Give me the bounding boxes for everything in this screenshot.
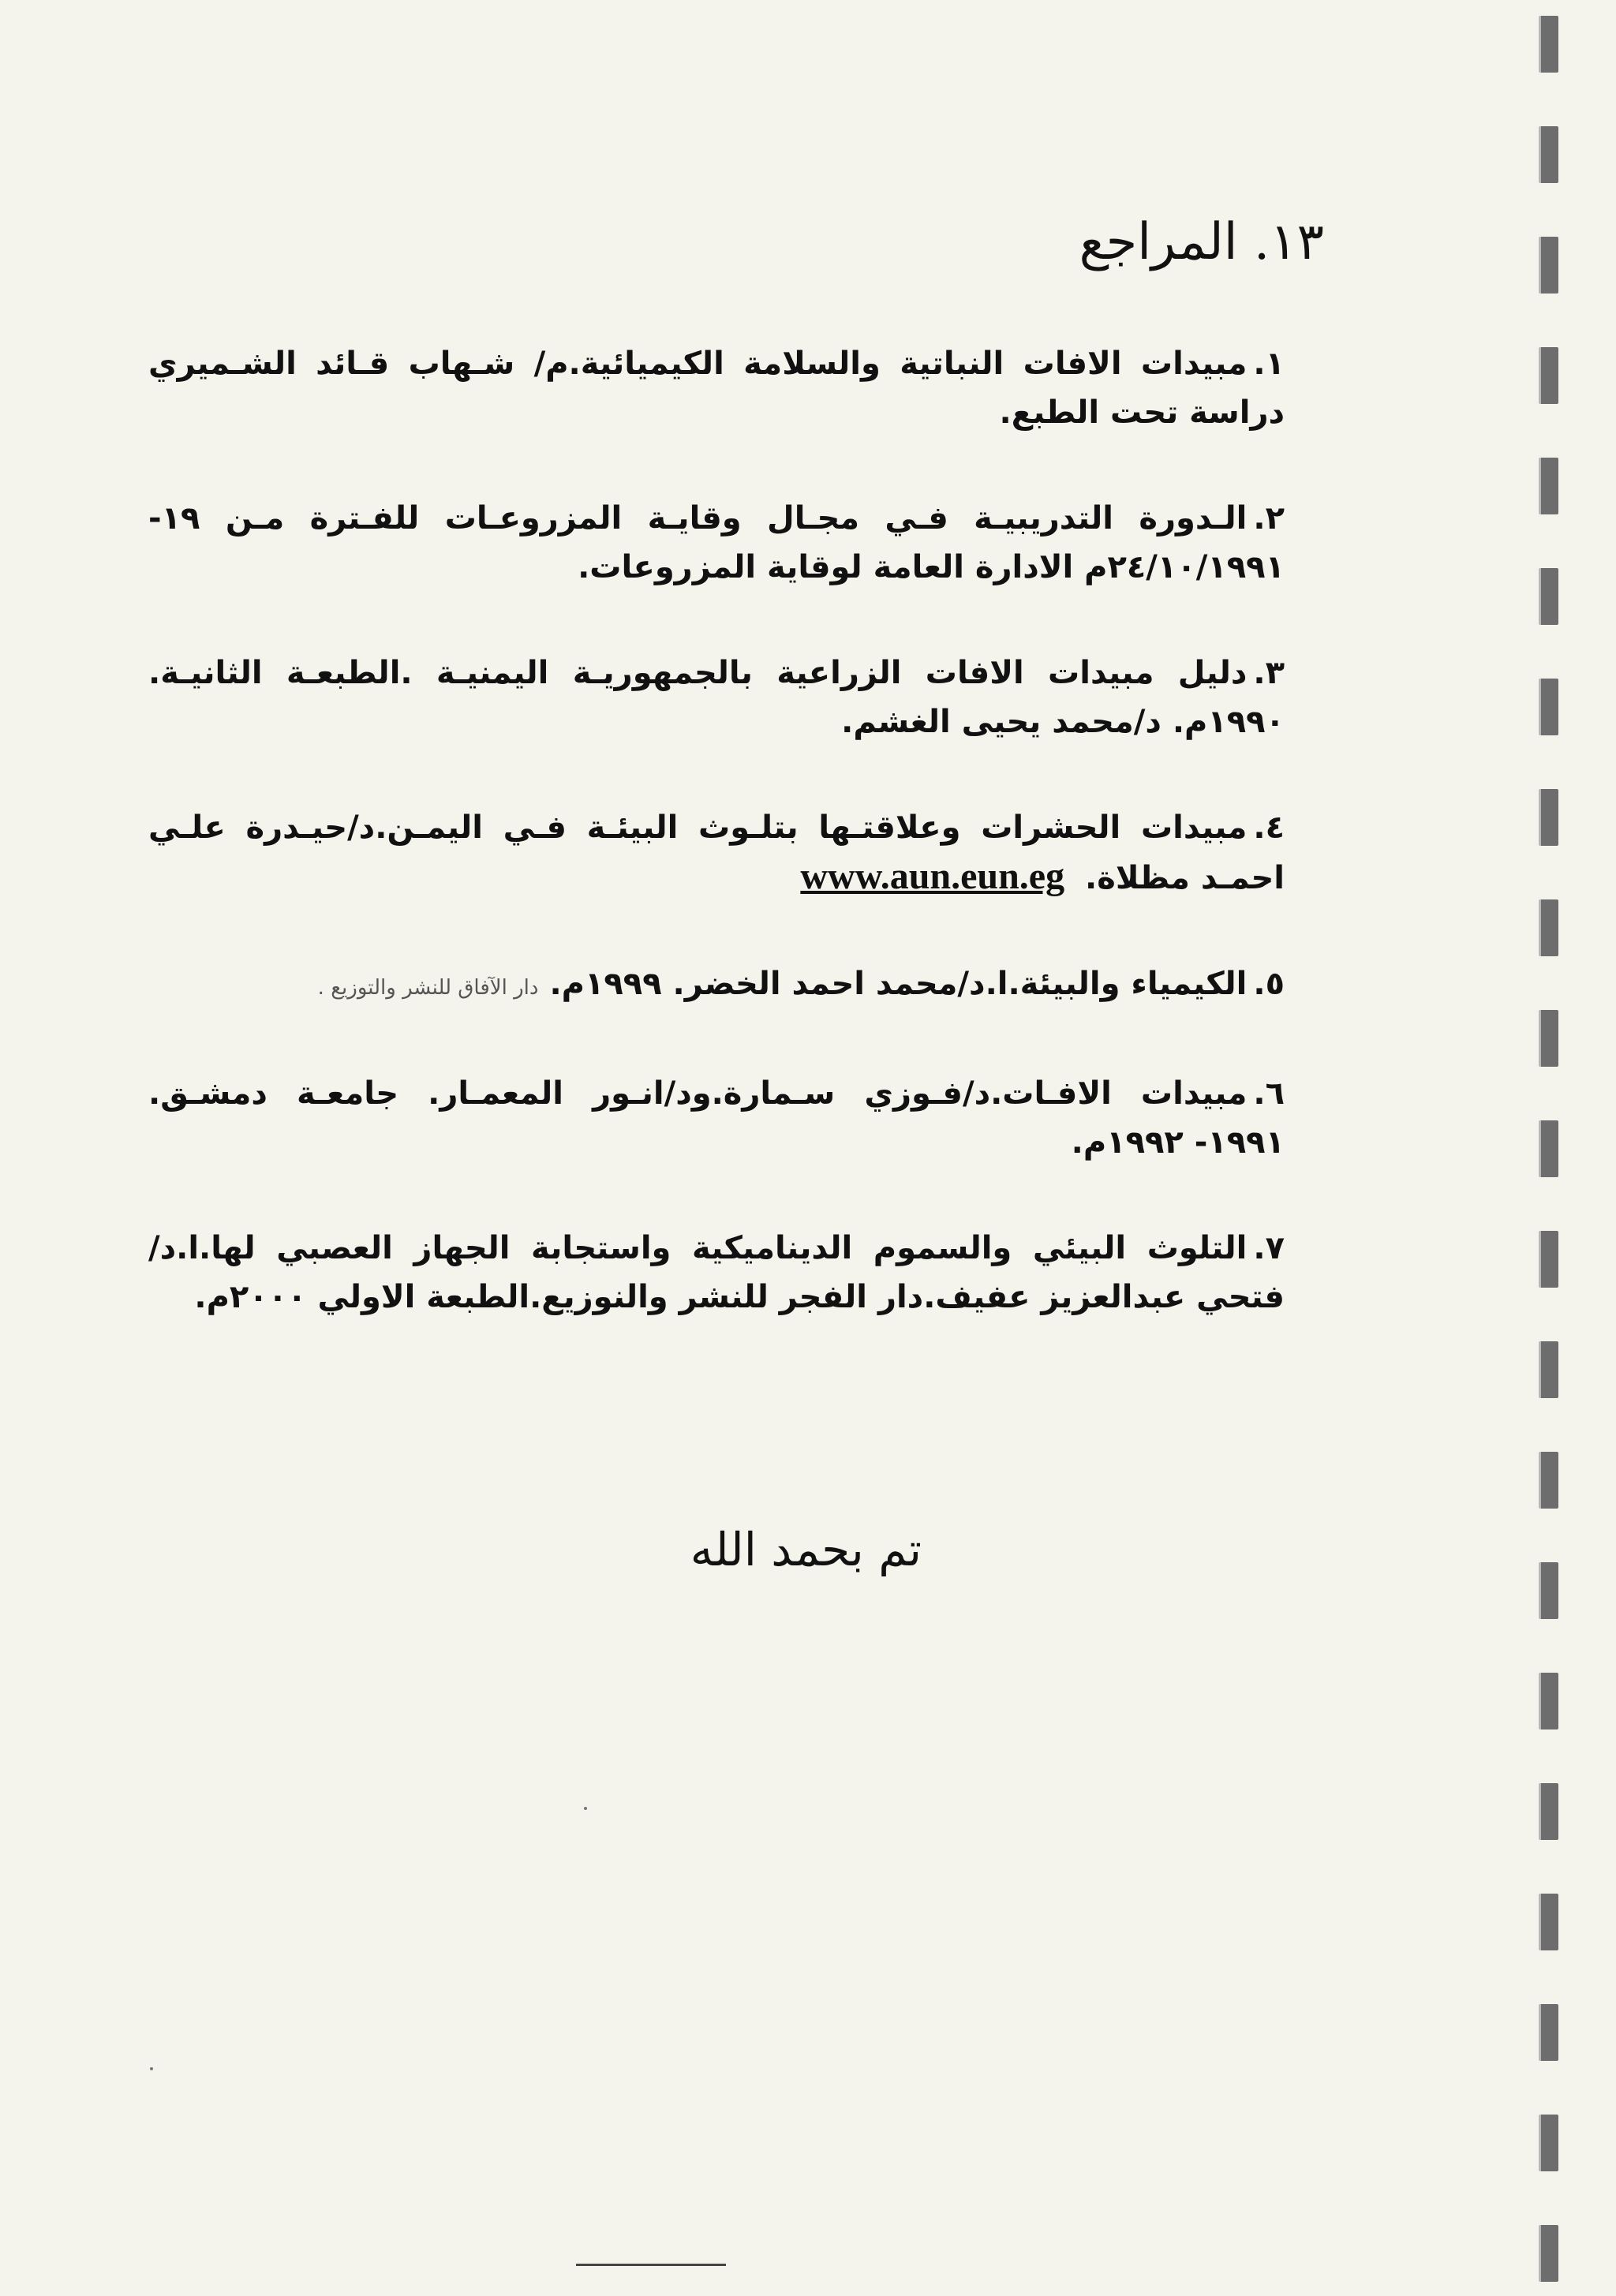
binding-hole: [1539, 1231, 1558, 1288]
binding-hole: [1539, 789, 1558, 846]
reference-text: الكيمياء والبيئة.ا.د/محمد احمد الخضر. ١٩٩٩م.: [549, 966, 1248, 1002]
reference-number: ١.: [1253, 346, 1285, 382]
binding-hole: [1539, 237, 1558, 294]
reference-number: ٢.: [1253, 500, 1285, 537]
reference-item: [148, 494, 1285, 592]
reference-link[interactable]: www.aun.eun.eg: [800, 855, 1065, 897]
binding-holes: [1539, 0, 1586, 2296]
reference-text: التلوث البيئي والسموم الديناميكية واستجابة الجهاز العصبي لها.ا.د/ فتحي عبدالعزيز عفيف.دار الفجر للنشر والنوزيع.الطبعة الاولي ٢٠٠٠م.: [148, 1230, 1285, 1315]
binding-hole: [1539, 1341, 1558, 1398]
speck: [584, 1807, 587, 1810]
references-list: [148, 339, 1285, 1378]
page-heading: ١٣. المراجع: [1079, 213, 1324, 271]
reference-item: [148, 803, 1285, 903]
binding-hole: [1539, 1783, 1558, 1840]
binding-hole: [1539, 1894, 1558, 1950]
closing-phrase: تم بحمد الله: [690, 1523, 922, 1576]
binding-hole: [1539, 679, 1558, 735]
reference-text: الـدورة التدريبيـة فـي مجـال وقايـة المزروعـات للفـترة مـن ١٩- ٢٤/١٠/١٩٩١م الادارة العامة لوقاية المزروعات.: [148, 500, 1285, 585]
binding-hole: [1539, 2225, 1558, 2282]
reference-number: ٣.: [1253, 655, 1285, 691]
reference-text: مبيدات الافات النباتية والسلامة الكيميائية.م/ شـهاب قـائد الشـميري دراسة تحت الطبع.: [148, 346, 1285, 431]
reference-text: مبيدات الحشرات وعلاقتـها بتلـوث البيئـة فـي اليمـن.د/حيـدرة علـي احمـد مظلاة.: [148, 810, 1285, 896]
reference-item: [148, 1069, 1285, 1167]
reference-item: [148, 1224, 1285, 1322]
reference-item: [148, 959, 1285, 1012]
binding-hole: [1539, 1562, 1558, 1619]
binding-hole: [1539, 899, 1558, 956]
binding-hole: [1539, 16, 1558, 73]
binding-hole: [1539, 347, 1558, 404]
reference-item: [148, 339, 1285, 437]
binding-hole: [1539, 2004, 1558, 2061]
binding-hole: [1539, 568, 1558, 625]
reference-number: ٦.: [1253, 1075, 1285, 1112]
binding-hole: [1539, 1673, 1558, 1729]
reference-number: ٤.: [1253, 810, 1285, 846]
binding-hole: [1539, 2115, 1558, 2171]
bottom-mark: [576, 2264, 726, 2266]
reference-text: دليل مبيدات الافات الزراعية بالجمهوريـة اليمنيـة .الطبعـة الثانيـة. ١٩٩٠م. د/محمد يحيى الغشم.: [148, 655, 1285, 740]
binding-hole: [1539, 458, 1558, 514]
binding-hole: [1539, 1120, 1558, 1177]
handwritten-note: دار الآفاق للنشر والتوزيع .: [317, 976, 539, 1000]
binding-hole: [1539, 1452, 1558, 1509]
reference-number: ٥.: [1253, 966, 1285, 1002]
speck: [150, 2067, 153, 2070]
reference-text: مبيدات الافـات.د/فـوزي سـمارة.ود/انـور المعمـار. جامعـة دمشـق. ١٩٩١- ١٩٩٢م.: [148, 1075, 1285, 1161]
binding-hole: [1539, 1010, 1558, 1067]
reference-number: ٧.: [1253, 1230, 1285, 1266]
reference-item: [148, 649, 1285, 746]
binding-hole: [1539, 126, 1558, 183]
